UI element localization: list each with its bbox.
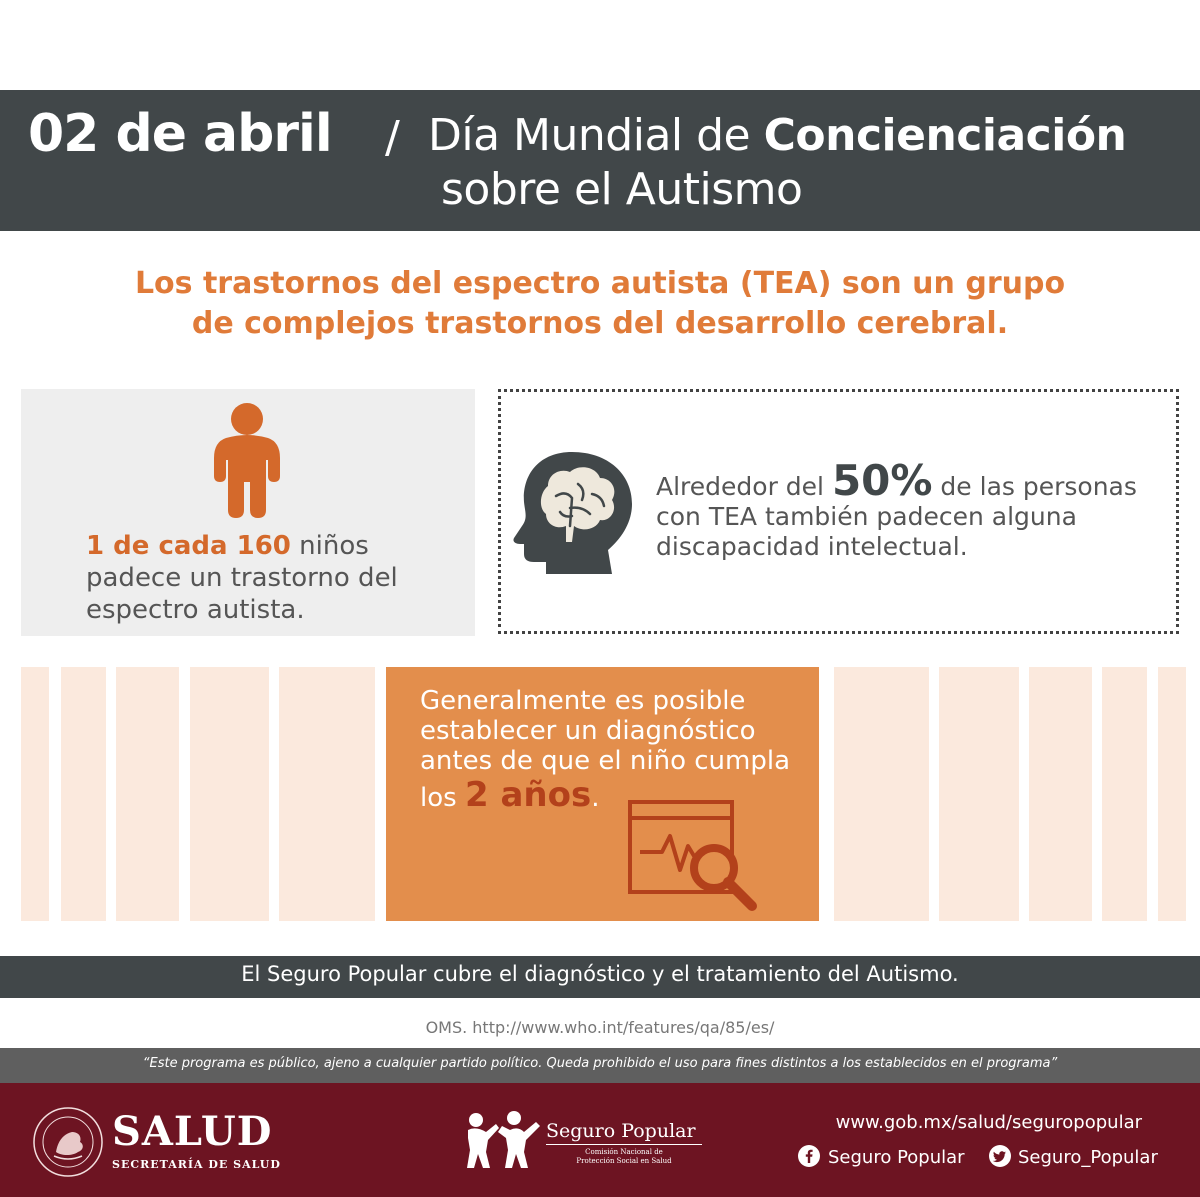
source-citation: OMS. http://www.who.int/features/qa/85/es/ <box>425 1018 775 1037</box>
title-separator: / <box>385 112 400 163</box>
seguro-popular-subtitle-1: Comisión Nacional de <box>585 1148 663 1156</box>
twitter-icon[interactable] <box>988 1145 1012 1167</box>
seguro-popular-title: Seguro Popular <box>546 1120 696 1142</box>
intellectual-line-2: con TEA también padecen alguna <box>656 502 1077 531</box>
chart-search-icon <box>628 800 758 912</box>
prevalence-highlight: 1 de cada 160 <box>86 531 291 561</box>
prevalence-line-3: espectro autista. <box>86 595 305 625</box>
mexico-seal-icon <box>32 1106 104 1178</box>
decor-stripe <box>190 667 269 921</box>
lead-line-2: de complejos trastornos del desarrollo cerebral. <box>191 306 1009 341</box>
coverage-text: El Seguro Popular cubre el diagnóstico y el tratamiento del Autismo. <box>241 962 959 986</box>
prevalence-line-1-rest: niños <box>290 531 369 561</box>
salud-subtitle: SECRETARÍA DE SALUD <box>112 1158 281 1171</box>
decor-stripe <box>21 667 49 921</box>
intellectual-percent: 50% <box>831 456 933 505</box>
lead-statement <box>50 264 1150 344</box>
prevalence-line-2: padece un trastorno del <box>86 563 398 593</box>
facebook-link[interactable]: Seguro Popular <box>828 1147 965 1168</box>
title-part-1: Día Mundial de <box>428 110 751 161</box>
diagnosis-suffix: . <box>591 783 600 813</box>
intellectual-prefix: Alrededor del <box>656 472 832 501</box>
decor-stripe <box>1029 667 1092 921</box>
lead-line-1: Los trastornos del espectro autista (TEA) son un grupo <box>134 266 1066 301</box>
diagnosis-line-1: Generalmente es posible <box>420 686 746 716</box>
intellectual-text <box>656 456 1176 562</box>
facebook-icon[interactable] <box>798 1145 820 1167</box>
title-part-1-bold: Concienciación <box>763 110 1127 161</box>
twitter-link[interactable]: Seguro_Popular <box>1018 1147 1158 1168</box>
salud-logo-text: SALUD <box>112 1108 273 1155</box>
diagnosis-line-3: antes de que el niño cumpla <box>420 746 791 776</box>
decor-stripe <box>939 667 1019 921</box>
prevalence-line-1 <box>86 530 446 562</box>
title-line-1 <box>428 110 1126 161</box>
decor-stripe <box>834 667 929 921</box>
decor-stripe <box>116 667 179 921</box>
intellectual-line-1 <box>656 456 1176 505</box>
diagnosis-text <box>420 686 810 813</box>
seguro-popular-kids-icon <box>462 1110 542 1170</box>
intellectual-line-3: discapacidad intelectual. <box>656 532 968 561</box>
decor-stripe <box>1158 667 1186 921</box>
seguro-popular-rule <box>546 1144 702 1145</box>
website-link[interactable]: www.gob.mx/salud/seguropopular <box>835 1112 1142 1133</box>
intellectual-suffix: de las personas <box>932 472 1137 501</box>
decor-stripe <box>1102 667 1147 921</box>
diagnosis-line-2: establecer un diagnóstico <box>420 716 756 746</box>
legal-disclaimer: “Este programa es público, ajeno a cualquier partido político. Queda prohibido el uso para fines distintos a los establecidos en el programa” <box>142 1056 1058 1071</box>
date-heading: 02 de abril <box>28 104 332 164</box>
seguro-popular-subtitle-2: Protección Social en Salud <box>576 1157 672 1165</box>
prevalence-text <box>86 530 446 626</box>
child-icon <box>212 402 282 518</box>
brain-head-icon <box>512 450 634 574</box>
decor-stripe <box>279 667 375 921</box>
decor-stripe <box>61 667 106 921</box>
diagnosis-prefix: los <box>420 783 465 813</box>
diagnosis-age: 2 años <box>464 775 592 815</box>
title-line-2: sobre el Autismo <box>441 164 803 215</box>
